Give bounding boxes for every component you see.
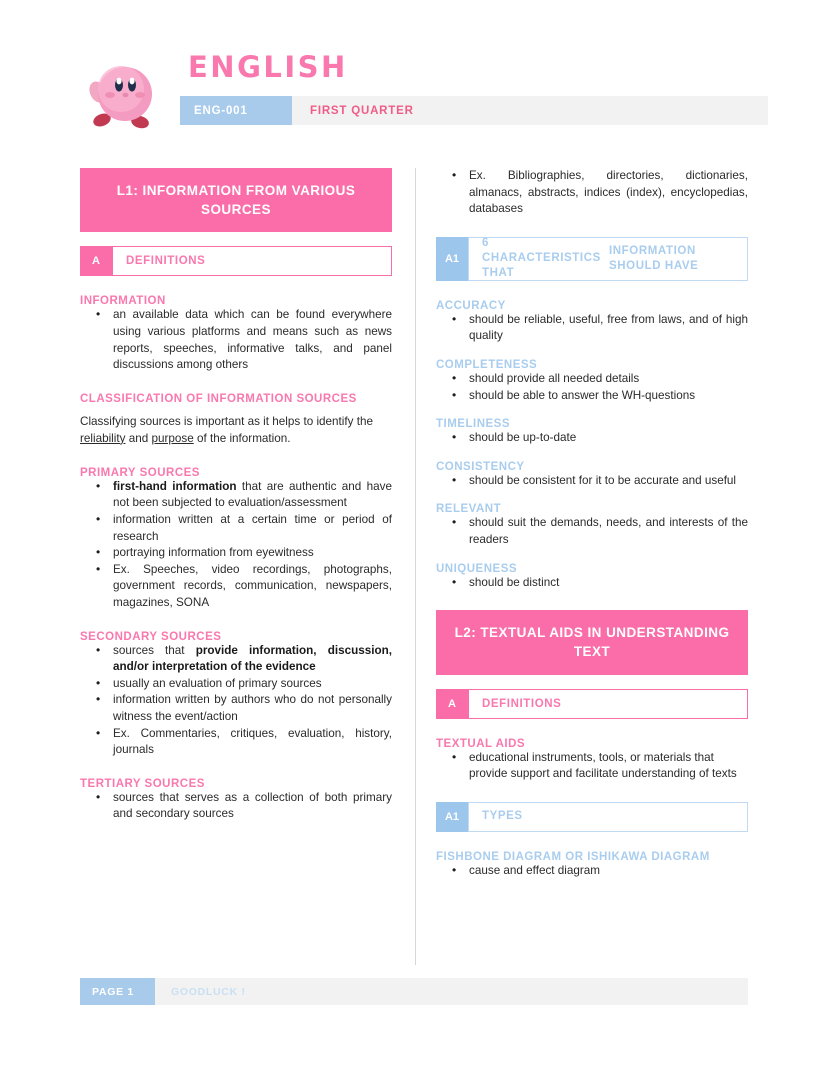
subheading-information: INFORMATION: [80, 295, 166, 308]
section-tag: A1: [436, 802, 468, 832]
list-item: • information written by authors who do not personally witness the event/action: [80, 692, 392, 725]
list-item: • should provide all needed details: [436, 371, 748, 388]
bold-phrase: first-hand information: [113, 479, 237, 493]
course-meta-bar: [180, 96, 768, 125]
section-tag: A: [436, 689, 468, 719]
plain-text: sources that: [113, 643, 196, 657]
list-item: • information written at a certain time or period of research: [80, 512, 392, 545]
bold-phrase: provide information, discussion, and/or interpretation of the evidence: [113, 643, 392, 674]
section-label-line1: 6 CHARACTERISTICS THAT: [482, 237, 601, 280]
list-item: • should be consistent for it to be accurate and useful: [436, 473, 748, 490]
list-item: [80, 479, 392, 512]
bullet-list-timeliness: [436, 430, 748, 447]
bullet-list-tertiary-sources: [80, 790, 392, 823]
list-item: • Ex. Commentaries, critiques, evaluation, history, journals: [80, 726, 392, 759]
bullet-list-primary-sources: [80, 479, 392, 612]
right-column: [436, 168, 748, 879]
lesson-banner-l1: L1: INFORMATION FROM VARIOUS SOURCES: [80, 168, 392, 232]
subheading-primary-sources: PRIMARY SOURCES: [80, 466, 200, 479]
list-item: • should be reliable, useful, free from laws, and of high quality: [436, 312, 748, 345]
section-label: [468, 237, 748, 281]
bullet-list-fishbone: [436, 863, 748, 880]
page-footer: [80, 978, 748, 1005]
list-item: • should be distinct: [436, 575, 748, 592]
para-part-before: Classifying sources is important as it helps to identify the: [80, 414, 373, 428]
bullet-list-tertiary-examples: [436, 168, 748, 218]
bullet-list-uniqueness: [436, 575, 748, 592]
footer-message: GOODLUCK !: [171, 985, 246, 998]
lesson-banner-l2: L2: TEXTUAL AIDS IN UNDERSTANDING TEXT: [436, 610, 748, 674]
section-tag: A1: [436, 237, 468, 281]
list-item: [80, 643, 392, 676]
list-item: • should suit the demands, needs, and interests of the readers: [436, 515, 748, 548]
list-item: • an available data which can be found everywhere using various platforms and means such as news reports, speeches, informative talks, and panel discussions among others: [80, 307, 392, 373]
section-tag: A: [80, 246, 112, 276]
section-label-line2: INFORMATION SHOULD HAVE: [608, 244, 699, 272]
subheading-textual-aids: TEXTUAL AIDS: [436, 737, 526, 750]
quarter-label: FIRST QUARTER: [310, 104, 414, 117]
subheading-accuracy: ACCURACY: [436, 299, 506, 312]
section-header-definitions-l1: [80, 246, 392, 276]
list-item: • should be able to answer the WH-questions: [436, 388, 748, 405]
page-header: [0, 0, 828, 150]
subheading-timeliness: TIMELINESS: [436, 418, 511, 431]
underlined-purpose: purpose: [151, 431, 194, 445]
para-part-middle: and: [125, 431, 152, 445]
subheading-relevant: RELEVANT: [436, 503, 502, 516]
section-header-characteristics: [436, 237, 748, 281]
page-title: ENGLISH: [188, 50, 348, 84]
column-divider: [415, 168, 416, 965]
subheading-completeness: COMPLETENESS: [436, 359, 538, 372]
subheading-consistency: CONSISTENCY: [436, 460, 525, 473]
bullet-list-information: [80, 307, 392, 373]
subheading-fishbone-diagram: FISHBONE DIAGRAM OR ISHIKAWA DIAGRAM: [436, 850, 710, 863]
section-header-definitions-l2: [436, 689, 748, 719]
content-columns: [0, 168, 828, 968]
rest-text: that are authentic and have not been subjected to evaluation/assessment: [113, 479, 392, 510]
list-item: • cause and effect diagram: [436, 863, 748, 880]
list-item: • Ex. Bibliographies, directories, dictionaries, almanacs, abstracts, indices (index), encyclopedias, databases: [436, 168, 748, 218]
list-item: • should be up-to-date: [436, 430, 748, 447]
list-item: • educational instruments, tools, or materials that provide support and facilitate understanding of texts: [436, 750, 748, 783]
section-label: DEFINITIONS: [112, 246, 392, 276]
bullet-list-accuracy: [436, 312, 748, 345]
section-header-types: [436, 802, 748, 832]
underlined-reliability: reliability: [80, 431, 126, 445]
page-number-badge: PAGE 1: [80, 978, 155, 1005]
section-label: DEFINITIONS: [468, 689, 748, 719]
kirby-mascot-image: [88, 52, 160, 132]
left-column: [80, 168, 392, 823]
list-item: • sources that serves as a collection of both primary and secondary sources: [80, 790, 392, 823]
list-item: • usually an evaluation of primary sources: [80, 676, 392, 693]
bullet-list-textual-aids: [436, 750, 748, 783]
list-item: • portraying information from eyewitness: [80, 545, 392, 562]
classification-paragraph: [80, 414, 392, 448]
bullet-list-relevant: [436, 515, 748, 548]
subheading-classification: CLASSIFICATION OF INFORMATION SOURCES: [80, 392, 357, 405]
para-part-after: of the information.: [193, 431, 291, 445]
kirby-icon: [88, 52, 160, 132]
section-label: TYPES: [468, 802, 748, 832]
bullet-list-consistency: [436, 473, 748, 490]
list-item: • Ex. Speeches, video recordings, photographs, government records, communication, newspapers, magazines, SONA: [80, 562, 392, 612]
bullet-list-secondary-sources: [80, 643, 392, 759]
bullet-list-completeness: [436, 371, 748, 404]
subheading-tertiary-sources: TERTIARY SOURCES: [80, 777, 205, 790]
subheading-uniqueness: UNIQUENESS: [436, 562, 518, 575]
subheading-secondary-sources: SECONDARY SOURCES: [80, 630, 222, 643]
course-code-badge: ENG-001: [180, 96, 292, 125]
